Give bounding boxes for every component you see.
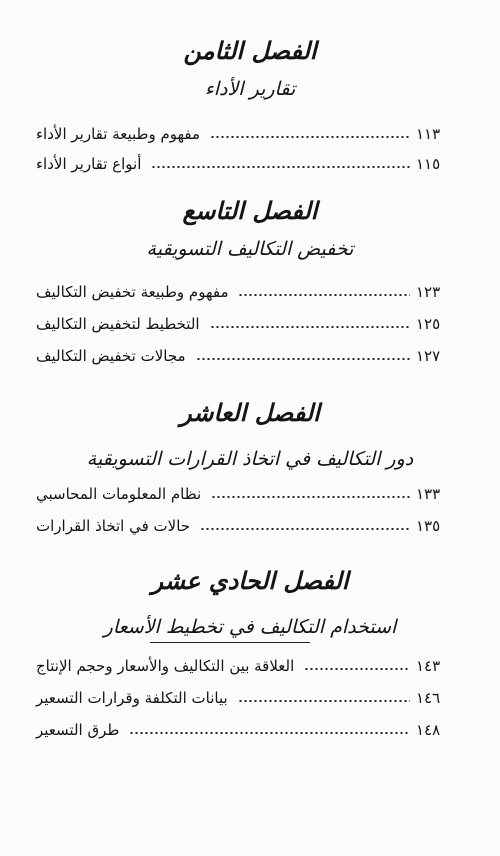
subtitle-underline — [150, 642, 310, 643]
dot-leader — [238, 700, 410, 702]
dot-leader — [211, 496, 410, 498]
entry-title: مفهوم وطبيعة تقارير الأداء — [36, 125, 201, 143]
chapter-9-subtitle: تخفيض التكاليف التسويقية — [146, 238, 354, 260]
toc-entry — [30, 720, 466, 740]
entry-page-number: ١٢٣ — [416, 283, 441, 301]
dot-leader — [151, 166, 410, 168]
entry-title: التخطيط لتخفيض التكاليف — [36, 315, 200, 333]
dot-leader — [304, 668, 410, 670]
chapter-8-title: الفصل الثامن — [183, 36, 317, 65]
dot-leader — [238, 294, 410, 296]
entry-title: العلاقة بين التكاليف والأسعار وحجم الإنتاج — [36, 657, 295, 675]
entry-page-number: ١٤٣ — [416, 657, 441, 675]
chapter-9-title: الفصل التاسع — [182, 196, 318, 225]
toc-entry — [30, 688, 466, 708]
toc-entry — [30, 484, 466, 504]
entry-page-number: ١٤٦ — [416, 689, 441, 707]
toc-entry — [30, 516, 466, 536]
entry-page-number: ١١٥ — [416, 155, 441, 173]
chapter-11-title: الفصل الحادي عشر — [151, 566, 349, 595]
entry-page-number: ١١٣ — [416, 125, 441, 143]
entry-page-number: ١٣٣ — [416, 485, 441, 503]
toc-entry — [30, 656, 466, 676]
entry-page-number: ١٢٧ — [416, 347, 441, 365]
entry-title: نظام المعلومات المحاسبي — [36, 485, 202, 503]
chapter-10-subtitle: دور التكاليف في اتخاذ القرارات التسويقية — [86, 448, 414, 470]
toc-entry — [30, 282, 466, 302]
chapter-8-subtitle: تقارير الأداء — [204, 78, 296, 100]
chapter-10-title: الفصل العاشر — [180, 398, 320, 427]
toc-entry — [30, 314, 466, 334]
entry-title: مجالات تخفيض التكاليف — [36, 347, 186, 365]
dot-leader — [196, 358, 410, 360]
chapter-11-subtitle: استخدام التكاليف في تخطيط الأسعار — [103, 616, 397, 638]
toc-entry — [30, 346, 466, 366]
entry-title: مفهوم وطبيعة تخفيض التكاليف — [36, 283, 229, 301]
entry-page-number: ١٤٨ — [416, 721, 441, 739]
entry-page-number: ١٢٥ — [416, 315, 441, 333]
toc-entry — [30, 124, 466, 144]
dot-leader — [210, 136, 410, 138]
dot-leader — [129, 732, 410, 734]
entry-title: بيانات التكلفة وقرارات التسعير — [36, 689, 228, 707]
dot-leader — [200, 528, 410, 530]
entry-title: حالات في اتخاذ القرارات — [36, 517, 191, 535]
dot-leader — [210, 326, 410, 328]
entry-title: طرق التسعير — [36, 721, 120, 739]
toc-entry — [30, 154, 466, 174]
entry-title: أنواع تقارير الأداء — [36, 155, 142, 173]
entry-page-number: ١٣٥ — [416, 517, 441, 535]
